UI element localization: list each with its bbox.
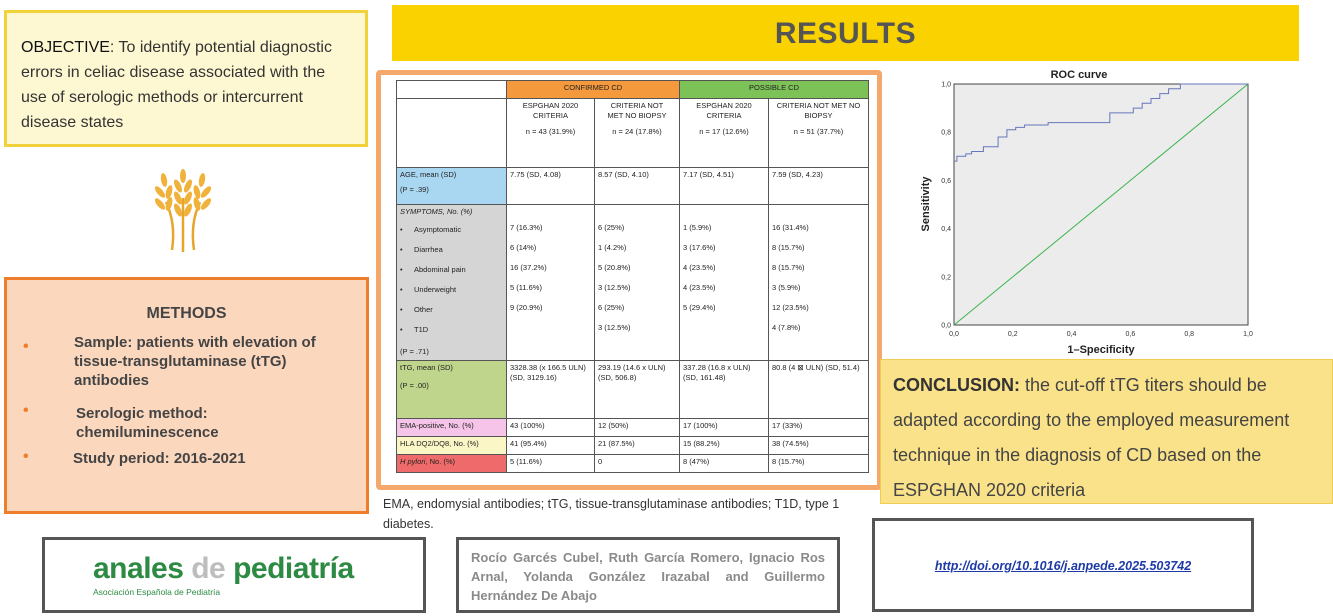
symptoms-col: [769, 205, 869, 361]
table-cell: 17 (100%): [680, 419, 769, 437]
roc-x-tick: 0,6: [1125, 331, 1136, 338]
header-confirmed-cd: CONFIRMED CD: [507, 81, 680, 99]
roc-xlabel: 1–Specificity: [1067, 344, 1135, 356]
table-cell: 7.75 (SD, 4.08): [507, 168, 595, 205]
wheat-icon: [152, 168, 214, 252]
methods-item-sample: Sample: patients with elevation of tissue-transglutaminase (tTG) antibodies: [74, 334, 316, 389]
row-label-ema: EMA-positive, No. (%): [397, 419, 507, 437]
roc-ylabel: Sensitivity: [920, 176, 932, 232]
col-header: [680, 99, 769, 168]
table-cell: 6 (14%): [510, 243, 537, 252]
table-cell: 8 (15.7%): [772, 263, 805, 272]
ttg-p: (P = .00): [400, 381, 429, 390]
row-label-symptoms: [397, 205, 507, 361]
roc-x-tick: 0,2: [1007, 331, 1018, 338]
objective-label: OBJECTIVE: [21, 39, 110, 56]
objective-text: : To identify potential diagnostic errors in celiac disease associated with the use of serologic methods or intercurrent disease states: [21, 39, 332, 131]
age-p: (P = .39): [400, 185, 429, 194]
symptoms-list: • Asymptomatic • Diarrhea • Abdominal pain • Underweight • Other • T1D: [400, 225, 466, 334]
table-cell: 8 (47%): [680, 455, 769, 473]
conclusion-box: [880, 359, 1333, 504]
roc-x-tick: 0,8: [1184, 331, 1195, 338]
col-header: [507, 99, 595, 168]
table-cell: 4 (7.8%): [772, 323, 801, 332]
col-header: [595, 99, 680, 168]
roc-chart: [916, 66, 1266, 360]
roc-x-tick: 0,0: [949, 331, 959, 338]
symptoms-label: SYMPTOMS, No. (%): [400, 207, 473, 216]
header-possible-cd: POSSIBLE CD: [680, 81, 869, 99]
col-title: CRITERIA NOT MET NO BIOPSY: [776, 101, 861, 120]
table-cell: 5 (11.6%): [507, 455, 595, 473]
table-cell: 7.59 (SD, 4.23): [769, 168, 869, 205]
table-cell: 12 (23.5%): [772, 303, 809, 312]
conclusion-label: CONCLUSION:: [893, 375, 1020, 395]
table-cell: 337.28 (16.8 x ULN) (SD, 161.48): [680, 361, 769, 419]
roc-y-tick: 0,4: [941, 226, 951, 234]
symptoms-col: [595, 205, 680, 361]
table-corner: [397, 81, 507, 99]
row-label-ttg: [397, 361, 507, 419]
col-title: ESPGHAN 2020 CRITERIA: [696, 101, 752, 120]
table-cell: 17 (33%): [769, 419, 869, 437]
table-cell: 5 (20.8%): [598, 263, 631, 272]
symptom-item: Abdominal pain: [414, 265, 466, 274]
methods-box: [4, 277, 369, 514]
table-cell: 3 (12.5%): [598, 323, 631, 332]
results-table-frame: [376, 70, 882, 490]
results-table: [396, 80, 869, 473]
authors-box: Rocío Garcés Cubel, Ruth García Romero, Ignacio Ros Arnal, Yolanda González Irazabal and Guillermo Hernández De Abajo: [456, 537, 840, 613]
table-cell: 41 (95.4%): [507, 437, 595, 455]
table-cell: 15 (88.2%): [680, 437, 769, 455]
table-cell: 8 (15.7%): [772, 243, 805, 252]
roc-y-tick: 0,8: [941, 129, 951, 137]
table-cell: [510, 323, 591, 343]
table-cell: 5 (29.4%): [683, 303, 716, 312]
roc-y-tick: 1,0: [941, 81, 951, 89]
col-title: ESPGHAN 2020 CRITERIA: [522, 101, 579, 120]
logo-word-anales: anales: [93, 552, 192, 585]
symptoms-p: (P = .71): [400, 347, 429, 356]
doi-link[interactable]: http://doi.org/10.1016/j.anpede.2025.503742: [934, 559, 1192, 573]
col-title: CRITERIA NOT MET NO BIOPSY: [607, 101, 667, 120]
col-n: n = 51 (37.7%): [793, 127, 844, 136]
table-cell: 7.17 (SD, 4.51): [680, 168, 769, 205]
col-n: n = 43 (31.9%): [525, 127, 576, 136]
hpylori-label-suffix: , No. (%): [425, 457, 456, 466]
table-cell: 16 (37.2%): [510, 263, 547, 272]
table-cell: 3 (5.9%): [772, 283, 801, 292]
table-cell: 4 (23.5%): [683, 283, 716, 292]
symptom-item: Diarrhea: [414, 245, 443, 254]
row-label-hpylori: [397, 455, 507, 473]
table-cell: 0: [595, 455, 680, 473]
table-cell: 6 (25%): [598, 303, 625, 312]
table-cell: 43 (100%): [507, 419, 595, 437]
conclusion-text: the cut-off tTG titers should be adapted according to the employed measurement technique in the diagnosis of CD based on the ESPGHAN 2020 criteria: [893, 375, 1290, 500]
table-cell: 4 (23.5%): [683, 263, 716, 272]
symptoms-col: [507, 205, 595, 361]
methods-title: METHODS: [146, 305, 227, 322]
table-cell: 293.19 (14.6 x ULN) (SD, 506.8): [595, 361, 680, 419]
journal-logo: [93, 552, 354, 586]
symptom-item: Other: [414, 305, 433, 314]
roc-y-tick: 0,0: [941, 322, 951, 330]
roc-title: ROC curve: [1050, 69, 1108, 81]
roc-x-tick: 1,0: [1243, 331, 1253, 338]
table-footnote: EMA, endomysial antibodies; tTG, tissue-transglutaminase antibodies; T1D, type 1 diabetes.: [383, 497, 840, 531]
age-label: AGE, mean (SD): [400, 170, 457, 179]
table-cell: 9 (20.9%): [510, 303, 543, 312]
table-cell: 80.8 (4 ⊠ ULN) (SD, 51.4): [769, 361, 869, 419]
table-cell: 8.57 (SD, 4.10): [595, 168, 680, 205]
table-cell: 8 (15.7%): [769, 455, 869, 473]
row-label-hla: HLA DQ2/DQ8, No. (%): [397, 437, 507, 455]
symptoms-col: [680, 205, 769, 361]
table-corner-2: [397, 99, 507, 168]
results-banner: RESULTS: [392, 5, 1299, 61]
journal-logo-box: [42, 537, 426, 613]
table-cell: 1 (4.2%): [598, 243, 627, 252]
logo-word-de: de: [191, 552, 234, 585]
col-header: [769, 99, 869, 168]
hpylori-label: H pylori: [400, 457, 426, 466]
table-cell: 7 (16.3%): [510, 223, 543, 232]
table-cell: 3 (17.6%): [683, 243, 716, 252]
table-cell: 3 (12.5%): [598, 283, 631, 292]
symptom-item: Asymptomatic: [414, 225, 462, 234]
ttg-label: tTG, mean (SD): [400, 363, 453, 372]
bullet: •: [23, 448, 29, 465]
col-n: n = 24 (17.8%): [612, 127, 662, 136]
methods-item-period: Study period: 2016-2021: [73, 450, 246, 467]
table-cell: 3328.38 (x 166.5 ULN) (SD, 3129.16): [507, 361, 595, 419]
objective-box: [4, 10, 368, 147]
table-cell: 6 (25%): [598, 223, 625, 232]
roc-y-tick: 0,6: [941, 177, 951, 185]
table-cell: [683, 323, 765, 343]
logo-subtitle: Asociación Española de Pediatría: [93, 587, 221, 597]
col-n: n = 17 (12.6%): [699, 127, 749, 136]
roc-x-tick: 0,4: [1066, 331, 1077, 338]
symptom-item: T1D: [414, 325, 429, 334]
table-cell: 5 (11.6%): [510, 283, 542, 292]
methods-item-serologic: Serologic method: chemiluminescence: [76, 405, 219, 441]
table-cell: 21 (87.5%): [595, 437, 680, 455]
logo-word-pediatria: pediatría: [233, 552, 354, 585]
table-cell: 38 (74.5%): [769, 437, 869, 455]
bullet: •: [23, 402, 29, 419]
doi-box: [872, 518, 1254, 612]
bullet: •: [23, 338, 29, 355]
symptom-item: Underweight: [414, 285, 457, 294]
table-cell: 12 (50%): [595, 419, 680, 437]
row-label-age: [397, 168, 507, 205]
table-cell: 1 (5.9%): [683, 223, 712, 232]
table-cell: 16 (31.4%): [772, 223, 809, 232]
roc-y-tick: 0,2: [941, 274, 951, 282]
